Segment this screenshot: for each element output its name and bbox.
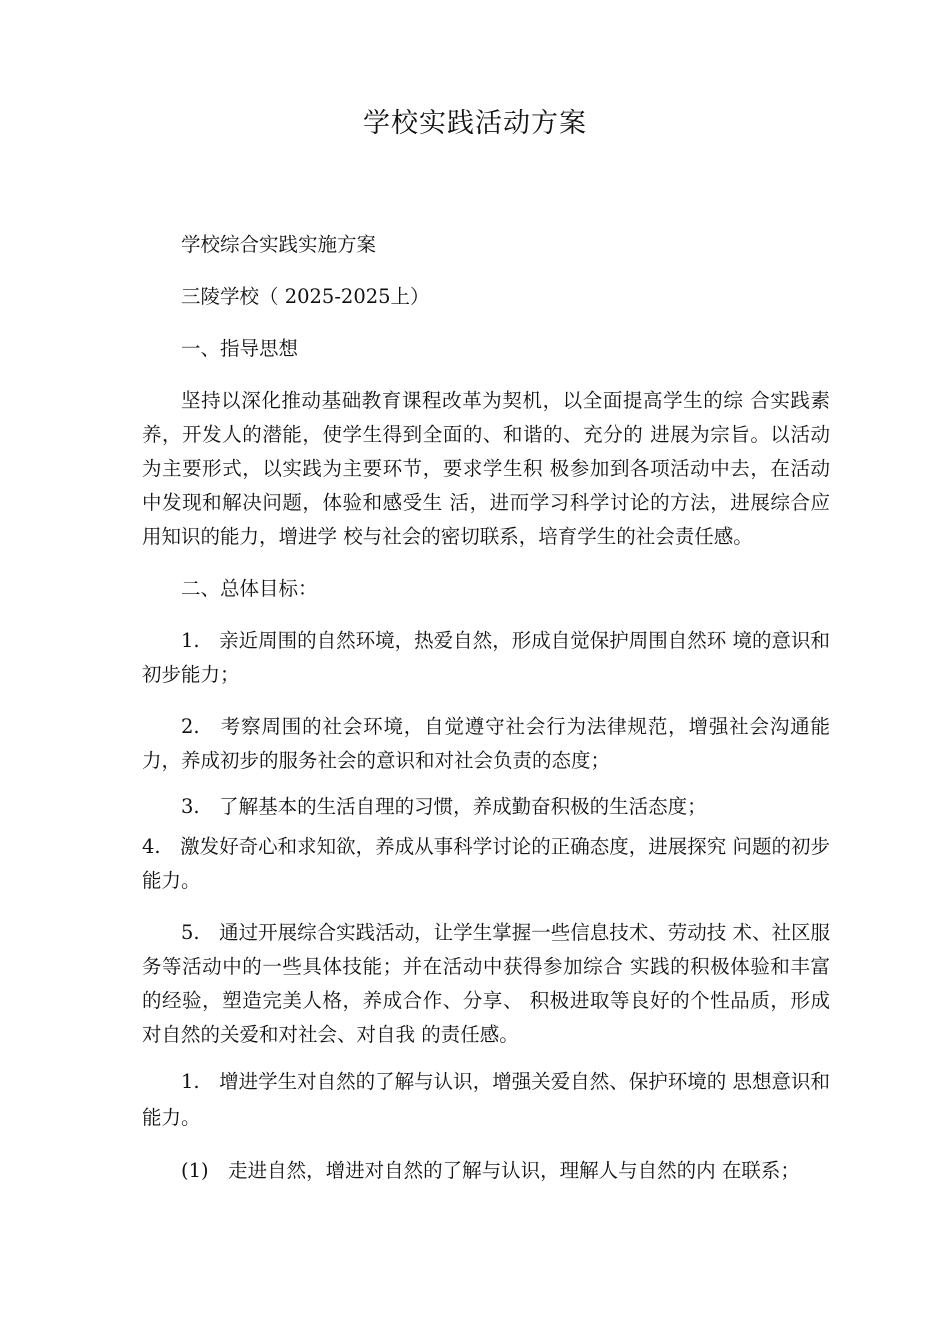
heading-overall-goals: 二、总体目标： bbox=[181, 577, 318, 600]
document-title: 学校实践活动方案 bbox=[363, 108, 587, 139]
subgoal-item-1-1: (1) 走进自然，增进对自然的了解与认识，理解人与自然的内 在联系； bbox=[181, 1159, 800, 1182]
paragraph-school: 三陵学校（ 2025-2025上） bbox=[181, 285, 430, 308]
goal-item-1: 1. 亲近周围的自然环境，热爱自然，形成自觉保护周围自然环 境的意识和初步能力； bbox=[142, 629, 830, 686]
goal-item-2: 2. 考察周围的社会环境，自觉遵守社会行为法律规范，增强社会沟通能力，养成初步的服务社会的意识和对社会负责的态度； bbox=[142, 715, 830, 772]
document-body bbox=[142, 228, 830, 1206]
goal-item-3: 3. 了解基本的生活自理的习惯，养成勤奋积极的生活态度； bbox=[181, 795, 707, 818]
subgoal-item-1: 1. 增进学生对自然的了解与认识，增强关爱自然、保护环境的 思想意识和能力。 bbox=[142, 1070, 830, 1129]
goal-item-4: 4. 激发好奇心和求知欲，养成从事科学讨论的正确态度，进展探究 问题的初步能力。 bbox=[142, 835, 830, 892]
paragraph-guiding-thought: 坚持以深化推动基础教育课程改革为契机，以全面提高学生的综 合实践素养，开发人的潜能，使学生得到全面的、和谐的、充分的 进展为宗旨。以活动为主要形式，以实践为主要环节，要求学生积 极参加到各项活动中去，在活动中发现和解决问题，体验和感受生 活，进而学习科学讨论的方法，进展综合应用知识的能力，增进学 校与社会的密切联系，培育学生的社会责任感。 bbox=[142, 389, 830, 548]
paragraph-subtitle: 学校综合实践实施方案 bbox=[181, 233, 377, 256]
goal-item-5: 5. 通过开展综合实践活动，让学生掌握一些信息技术、劳动技 术、社区服务等活动中的一些具体技能；并在活动中获得参加综合 实践的积极体验和丰富的经验，塑造完美人格，养成合作、分享、 积极进取等良好的个性品质，形成对自然的关爱和对社会、对自我 的责任感。 bbox=[142, 921, 830, 1046]
heading-guiding-thought: 一、指导思想 bbox=[181, 337, 299, 360]
